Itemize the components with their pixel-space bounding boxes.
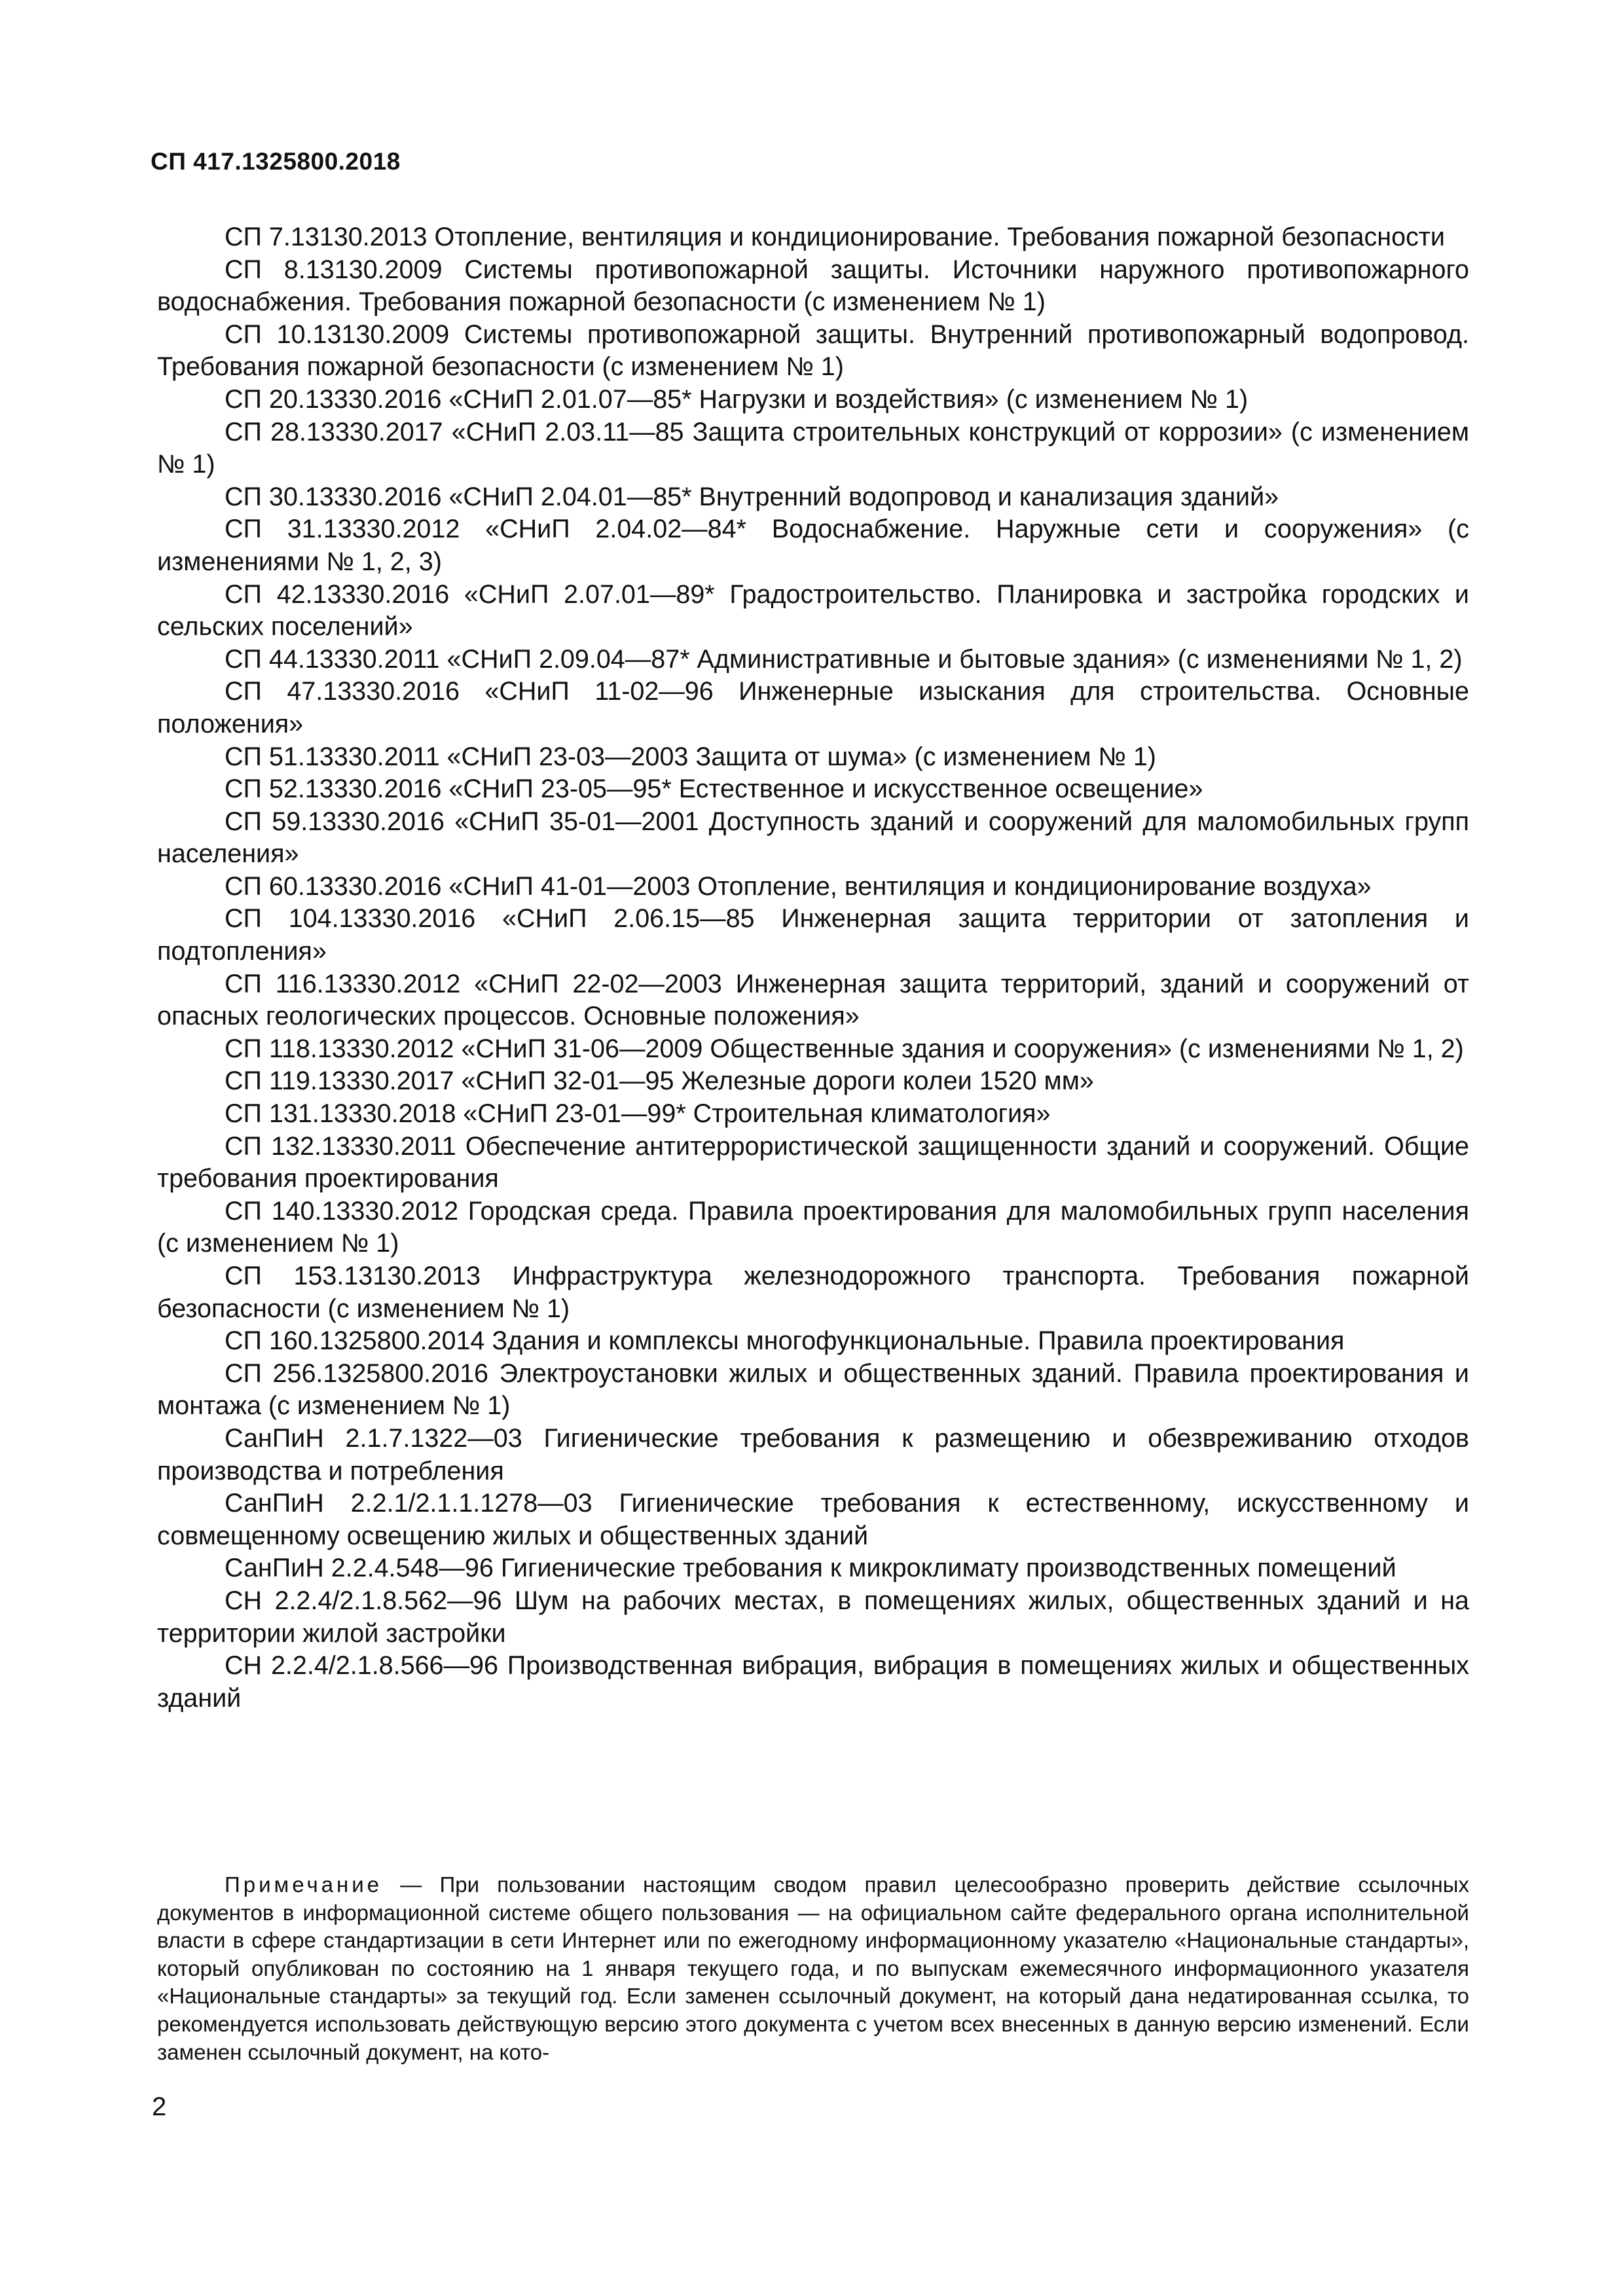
reference-item: СП 30.13330.2016 «СНиП 2.04.01—85* Внутренний водопровод и канализация зданий»	[225, 482, 1279, 511]
reference-item: СП 31.13330.2012 «СНиП 2.04.02—84* Водоснабжение. Наружные сети и сооружения» (с изменениями № 1, 2, 3)	[157, 515, 1469, 576]
reference-item: СН 2.2.4/2.1.8.562—96 Шум на рабочих местах, в помещениях жилых, общественных зданий и на территории жилой застройки	[157, 1586, 1469, 1648]
reference-item: СП 51.13330.2011 «СНиП 23-03—2003 Защита от шума» (с изменением № 1)	[225, 742, 1156, 771]
reference-item: СП 140.13330.2012 Городская среда. Правила проектирования для маломобильных групп населения (с изменением № 1)	[157, 1196, 1469, 1258]
reference-item: СП 28.13330.2017 «СНиП 2.03.11—85 Защита строительных конструкций от коррозии» (с изменением № 1)	[157, 417, 1469, 479]
reference-item: СП 10.13130.2009 Системы противопожарной защиты. Внутренний противопожарный водопровод. Требования пожарной безопасности (с изменением № 1)	[157, 319, 1469, 382]
reference-item: СП 20.13330.2016 «СНиП 2.01.07—85* Нагрузки и воздействия» (с изменением № 1)	[225, 384, 1249, 414]
reference-item: СП 132.13330.2011 Обеспечение антитеррористической защищенности зданий и сооружений. Общие требования проектирования	[157, 1131, 1469, 1194]
reference-item: СП 52.13330.2016 «СНиП 23-05—95* Естественное и искусственное освещение»	[225, 774, 1203, 804]
reference-item: СП 118.13330.2012 «СНиП 31-06—2009 Общественные здания и сооружения» (с изменениями № 1, 2)	[225, 1034, 1464, 1063]
reference-item: СП 47.13330.2016 «СНиП 11-02—96 Инженерные изыскания для строительства. Основные положения»	[157, 677, 1469, 738]
reference-item: СанПиН 2.1.7.1322—03 Гигиенические требования к размещению и обезвреживанию отходов производства и потребления	[157, 1423, 1469, 1485]
reference-item: СН 2.2.4/2.1.8.566—96 Производственная вибрация, вибрация в помещениях жилых и общественных зданий	[157, 1651, 1469, 1713]
reference-item: СП 8.13130.2009 Системы противопожарной защиты. Источники наружного противопожарного водоснабжения. Требования пожарной безопасности (с изменением № 1)	[157, 255, 1469, 317]
reference-item: СП 7.13130.2013 Отопление, вентиляция и кондиционирование. Требования пожарной безопасности	[225, 223, 1445, 251]
note-text: — При пользовании настоящим сводом правил целесообразно проверить действие ссылочных документов в информационной системе общего пользования — на официальном сайте федерального органа исполнительной власти в сфере стандартизации в сети Интернет или по ежегодному информационному указателю «Национальные стандарты», который опубликован по состоянию на 1 января текущего года, и по выпускам ежемесячного информационного указателя «Национальные стандарты» за текущий год. Если заменен ссылочный документ, на который дана недатированная ссылка, то рекомендуется использовать действующую версию этого документа с учетом всех внесенных в данную версию изменений. Если заменен ссылочный документ, на кото-	[157, 1872, 1469, 2064]
reference-item: СП 44.13330.2011 «СНиП 2.09.04—87* Административные и бытовые здания» (с изменениями № 1, 2)	[225, 644, 1463, 674]
reference-item: СП 116.13330.2012 «СНиП 22-02—2003 Инженерная защита территорий, зданий и сооружений от опасных геологических процессов. Основные положения»	[157, 969, 1469, 1031]
note-label: Примечание	[225, 1872, 383, 1897]
reference-item: СП 60.13330.2016 «СНиП 41-01—2003 Отопление, вентиляция и кондиционирование воздуха»	[225, 871, 1372, 901]
document-header: СП 417.1325800.2018	[151, 148, 401, 175]
reference-item: СП 119.13330.2017 «СНиП 32-01—95 Железные дороги колеи 1520 мм»	[225, 1066, 1094, 1096]
reference-item: СП 256.1325800.2016 Электроустановки жилых и общественных зданий. Правила проектирования и монтажа (с изменением № 1)	[157, 1358, 1469, 1421]
reference-item: СП 153.13130.2013 Инфраструктура железнодорожного транспорта. Требования пожарной безопасности (с изменением № 1)	[157, 1262, 1469, 1323]
page-number: 2	[152, 2092, 167, 2121]
note-block	[157, 1871, 1469, 2066]
reference-item: СанПиН 2.2.1/2.1.1.1278—03 Гигиенические требования к естественному, искусственному и совмещенному освещению жилых и общественных зданий	[157, 1489, 1469, 1550]
reference-item: СП 104.13330.2016 «СНиП 2.06.15—85 Инженерная защита территории от затопления и подтопления»	[157, 904, 1469, 966]
reference-item: СП 160.1325800.2014 Здания и комплексы многофункциональные. Правила проектирования	[225, 1326, 1345, 1356]
reference-item: СП 42.13330.2016 «СНиП 2.07.01—89* Градостроительство. Планировка и застройка городских и сельских поселений»	[157, 579, 1469, 642]
reference-item: СП 59.13330.2016 «СНиП 35-01—2001 Доступность зданий и сооружений для маломобильных групп населения»	[157, 807, 1469, 869]
reference-item: СП 131.13330.2018 «СНиП 23-01—99* Строительная климатология»	[225, 1099, 1051, 1129]
reference-item: СанПиН 2.2.4.548—96 Гигиенические требования к микроклимату производственных помещений	[225, 1554, 1396, 1583]
references-list	[157, 221, 1469, 1715]
